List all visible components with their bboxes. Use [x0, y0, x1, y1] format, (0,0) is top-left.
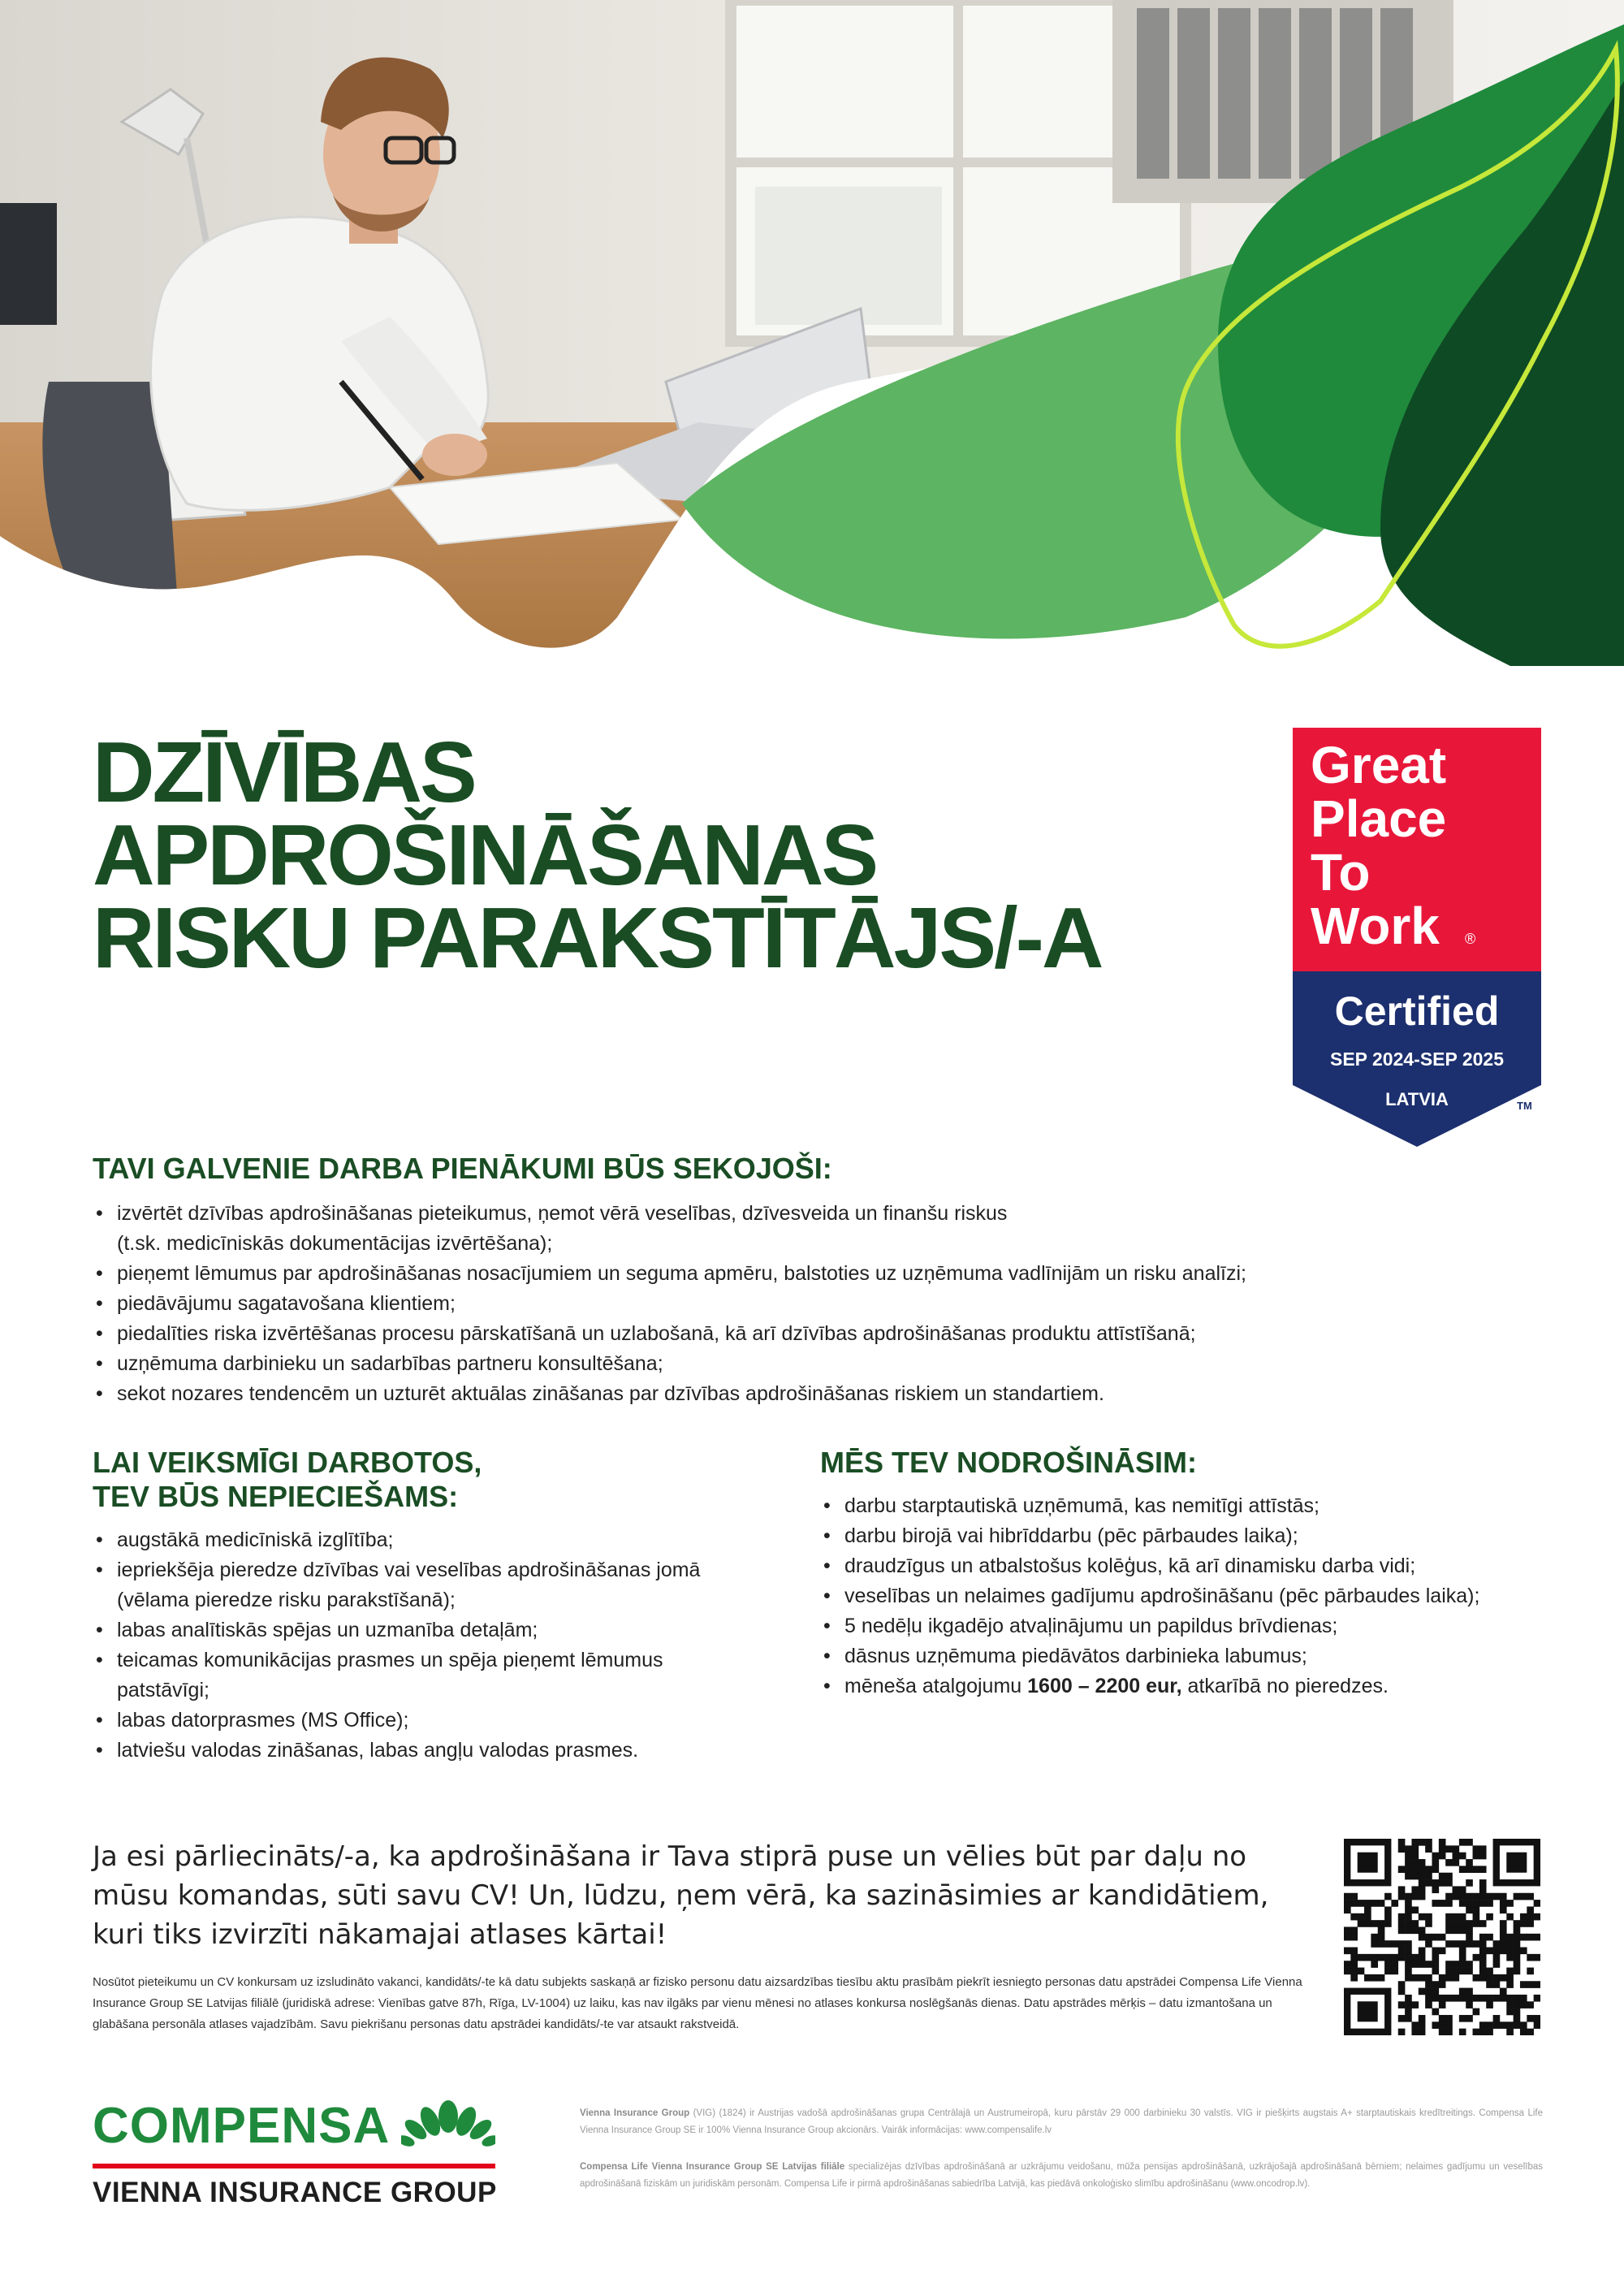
offer-heading: MĒS TEV NODROŠINĀSIM:: [820, 1446, 1198, 1479]
list-item: • 5 nedēļu ikgadējo atvaļinājumu un papildus brīvdienas;: [820, 1611, 1583, 1641]
list-item: • augstākā medicīniskā izglītība;: [93, 1525, 742, 1555]
list-item: • labas analītiskās spējas un uzmanība detaļām;: [93, 1615, 742, 1645]
footer-info: [580, 2105, 1543, 2212]
list-item: • latviešu valodas zināšanas, labas angļu valodas prasmes.: [93, 1736, 742, 1766]
badge-line-3: To: [1311, 843, 1371, 902]
job-title: [93, 724, 1229, 986]
hero-illustration: [0, 0, 1624, 666]
logo-wordmark: COMPENSA: [93, 2098, 391, 2154]
list-item: • uzņēmuma darbinieku un sadarbības partneru konsultēšana;: [93, 1349, 1440, 1379]
logo-divider: [93, 2164, 495, 2168]
job-title-line-2: APDROŠINĀŠANAS: [93, 807, 877, 903]
list-item: • piedalīties riska izvērtēšanas procesu pārskatīšanā un uzlabošanā, kā arī dzīvības apdrošināšanas produktu attīstīšanā;: [93, 1319, 1440, 1349]
list-item: • draudzīgus un atbalstošus kolēģus, kā arī dinamisku darba vidi;: [820, 1551, 1583, 1581]
compensa-logo: [93, 2100, 499, 2218]
badge-tm: TM: [1517, 1100, 1532, 1112]
list-item: • darbu starptautiskā uzņēmumā, kas nemitīgi attīstās;: [820, 1491, 1583, 1521]
badge-line-1: Great: [1311, 736, 1447, 794]
hero-image: [0, 0, 1624, 666]
badge-certified: Certified: [1334, 988, 1500, 1034]
requirements-list: [93, 1525, 742, 1766]
shell-leaves-icon: [401, 2100, 495, 2152]
list-item: • darbu birojā vai hibrīddarbu (pēc pārbaudes laika);: [820, 1521, 1583, 1551]
qr-code[interactable]: [1344, 1839, 1540, 2035]
list-item: • izvērtēt dzīvības apdrošināšanas pieteikumus, ņemot vērā veselības, dzīvesveida un finanšu riskus (t.sk. medicīniskās dokumentācijas izvērtēšana);: [93, 1199, 1440, 1259]
offer-list: [820, 1491, 1583, 1701]
list-item: • labas datorprasmes (MS Office);: [93, 1706, 742, 1736]
badge-country: LATVIA: [1385, 1089, 1449, 1109]
footer-paragraph-vig: Vienna Insurance Group (VIG) (1824) ir Austrijas vadošā apdrošināšanas grupa Centrālajā un Austrumeiropā, kuru pārstāv 29 000 darbinieku 30 valstīs. VIG ir piešķirts augstais A+ starptautiskais kredītreitings. Compensa Life Vienna Insurance Group SE ir 100% Vienna Insurance Group akcionārs. Vairāk informācijas: www.compensalife.lv: [580, 2108, 1543, 2135]
list-item: • teicamas komunikācijas prasmes un spēja pieņemt lēmumus patstāvīgi;: [93, 1645, 742, 1706]
job-title-line-1: DZĪVĪBAS: [93, 724, 475, 820]
badge-registered: ®: [1465, 931, 1476, 947]
badge-period: SEP 2024-SEP 2025: [1330, 1049, 1504, 1070]
list-item: • piedāvājumu sagatavošana klientiem;: [93, 1289, 1440, 1319]
requirements-heading: [93, 1446, 661, 1514]
list-item: • dāsnus uzņēmuma piedāvātos darbinieka labumus;: [820, 1641, 1583, 1671]
qr-code-icon: [1344, 1839, 1540, 2035]
salary-range: 1600 – 2200 eur,: [1027, 1675, 1182, 1697]
badge-line-2: Place: [1311, 789, 1447, 848]
salary-item: • mēneša atalgojumu 1600 – 2200 eur, atkarībā no pieredzes.: [820, 1671, 1583, 1701]
badge-line-4: Work: [1311, 897, 1440, 955]
duties-heading: TAVI GALVENIE DARBA PIENĀKUMI BŪS SEKOJOŠI:: [93, 1152, 832, 1185]
great-place-to-work-badge: [1293, 728, 1541, 1147]
logo-subtitle: VIENNA INSURANCE GROUP: [93, 2177, 497, 2208]
data-consent-notice: Nosūtot pieteikumu un CV konkursam uz izsludināto vakanci, kandidāts/-te kā datu subjekts saskaņā ar fizisko personu datu aizsardzības tiesību aktu prasībām piekrīt iesniegto personas datu apstrādei Compensa Life Vienna Insurance Group SE Latvijas filiālē (juridiskā adrese: Vienības gatve 87h, Rīga, LV-1004) uz laiku, kas nav ilgāks par vienu mēnesi no atlases konkursa noslēgšanās dienas. Datu apstrādes mērķis – datu izmantošana un glabāšana personāla atlases vajadzībām. Savu piekrišanu personas datu apstrādei kandidāts/-te var atsaukt rakstveidā.: [93, 1975, 1302, 2031]
duties-list: [93, 1199, 1440, 1409]
list-item: • veselības un nelaimes gadījumu apdrošināšanu (pēc pārbaudes laika);: [820, 1581, 1583, 1611]
requirements-heading-line-2: TEV BŪS NEPIECIEŠAMS:: [93, 1480, 459, 1513]
job-title-line-3: RISKU PARAKSTĪTĀJS/-A: [93, 890, 1102, 986]
call-to-action: Ja esi pārliecināts/-a, ka apdrošināšana ir Tava stiprā puse un vēlies būt par daļu no mūsu komandas, sūti savu CV! Un, lūdzu, ņem vērā, ka sazināsimies ar kandidātiem, kuri tiks izvirzīti nākamajai atlases kārtai!: [93, 1840, 1269, 1951]
list-item: • iepriekšēja pieredze dzīvības vai veselības apdrošināšanas jomā (vēlama pieredze risku parakstīšanā);: [93, 1555, 742, 1615]
requirements-heading-line-1: LAI VEIKSMĪGI DARBOTOS,: [93, 1446, 482, 1479]
footer-paragraph-compensa: Compensa Life Vienna Insurance Group SE Latvijas filiāle specializējas dzīvības apdrošināšanā ar uzkrājumu veidošanu, mūža pensijas apdrošināšanā, uzkrājošajā apdrošināšanā bērniem; nelaimes gadījumu un veselības apdrošināšanā fiziskām un juridiskām personām. Compensa Life ir pirmā apdrošināšanas sabiedrība Latvijā, kas piedāvā onkoloģisko slimību apdrošināšanu (www.oncodrop.lv).: [580, 2162, 1543, 2189]
list-item: • pieņemt lēmumus par apdrošināšanas nosacījumiem un seguma apmēru, balstoties uz uzņēmuma vadlīnijām un risku analīzi;: [93, 1259, 1440, 1289]
list-item: • sekot nozares tendencēm un uzturēt aktuālas zināšanas par dzīvības apdrošināšanas riskiem un standartiem.: [93, 1379, 1440, 1409]
